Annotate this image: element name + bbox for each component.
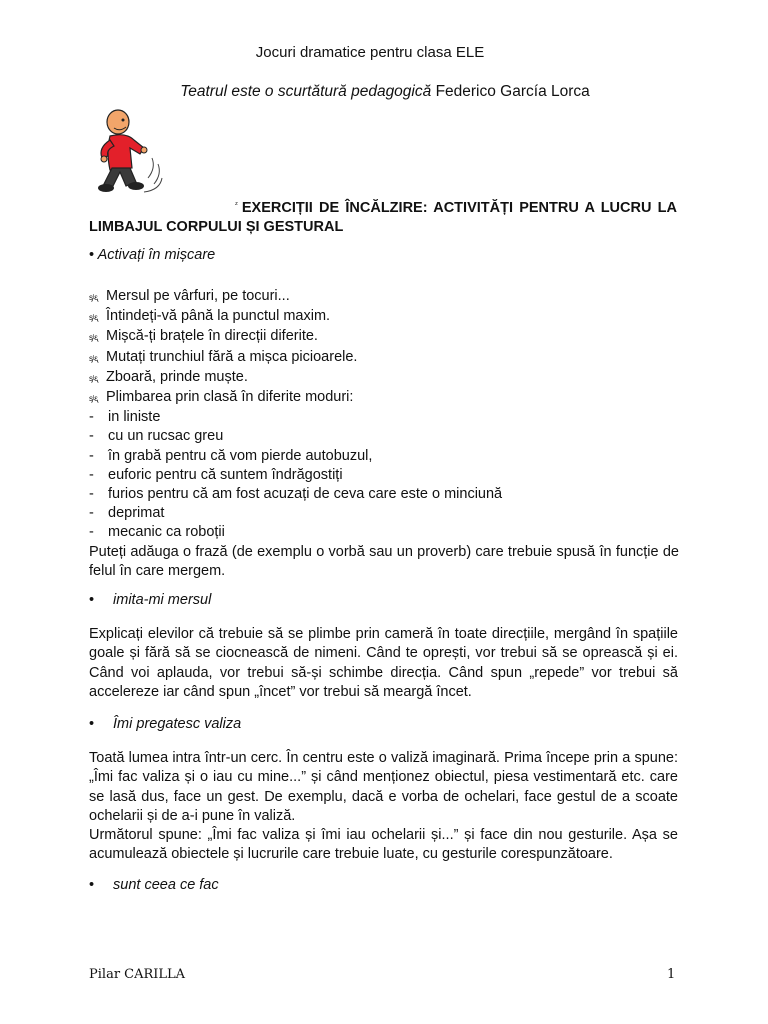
footer-author: Pilar CARILLA: [89, 967, 186, 982]
list-symbol: ᶊᶩᶓ: [89, 373, 98, 383]
heading-text: EXERCIȚII DE ÎNCĂLZIRE: ACTIVITĂȚI PENTRU A LUCRU LA LIMBAJUL CORPULUI ȘI GESTURAL: [89, 200, 677, 235]
heading-marker: ᶻ: [235, 200, 238, 209]
subsection-title: Îmi pregatesc valiza: [113, 716, 242, 732]
list-symbol: ᶊᶩᶓ: [89, 394, 98, 404]
bullet: •: [89, 592, 95, 608]
mode-item: - mecanic ca roboții: [89, 524, 225, 541]
mode-item: - in liniste: [89, 409, 161, 426]
subsection-title: Activați în mișcare: [97, 247, 216, 263]
list-item: ᶊᶩᶓ Întindeți-vă până la punctul maxim.: [89, 307, 679, 327]
mode-item: - în grabă pentru că vom pierde autobuzul,: [89, 447, 373, 464]
subsection-valiza: [89, 716, 241, 732]
quote-text: Teatrul este o scurtătură pedagogică: [180, 83, 432, 100]
list-item: ᶊᶩᶓ Zboară, prinde muște.: [89, 368, 679, 388]
activities-list: [89, 287, 679, 581]
imita-paragraph: Explicați elevilor că trebuie să se plimbe prin cameră în toate direcțiile, mergând în spațiile goale și fără să se ciocnească de nimeni. Când te oprești, vor trebui să se oprească și ei. Când voi aplauda, vor trebui să-și schimbe direcția. Când spun „repede” vor trebui să accelereze iar când spun „încet” vor trebui să meargă încet.: [89, 626, 678, 700]
quote-line: [0, 83, 768, 101]
subsection-activati: [89, 247, 215, 263]
list-symbol: ᶊᶩᶓ: [89, 353, 98, 363]
bullet: •: [89, 716, 95, 732]
mode-item: - euforic pentru că suntem îndrăgostiți: [89, 466, 343, 483]
mode-item: - cu un rucsac greu: [89, 428, 224, 445]
list-item: ᶊᶩᶓ Mișcă-ți brațele în direcții diferite.: [89, 327, 679, 347]
subsection-title: sunt ceea ce fac: [113, 877, 219, 893]
list-symbol: ᶊᶩᶓ: [89, 333, 98, 343]
activity-note: Puteți adăuga o frază (de exemplu o vorbă sau un proverb) care trebuie spusă în funcție de felul în care mergem.: [89, 543, 679, 579]
quote-author: Federico García Lorca: [435, 83, 590, 100]
list-item: ᶊᶩᶓ Mutați trunchiul fără a mișca picioarele.: [89, 348, 679, 368]
page-number: 1: [667, 967, 676, 982]
bullet: •: [89, 877, 95, 893]
list-symbol: ᶊᶩᶓ: [89, 313, 98, 323]
list-item: ᶊᶩᶓ Plimbarea prin clasă în diferite moduri:: [89, 388, 679, 408]
subsection-imita: [89, 592, 211, 608]
valiza-paragraph-1: Toată lumea intra într-un cerc. În centru este o valiză imaginară. Prima începe prin a spune: „Îmi fac valiza și o iau cu mine...” și când menționez obiectul, piesa vestimentară etc. care se lasă dus, face un gest. De exemplu, dacă e vorba de ochelari, face gestul de a scoate ochelarii și de a-i pune în valiză.: [89, 750, 678, 824]
bullet: •: [89, 247, 95, 263]
walking-man-illustration: [96, 108, 168, 200]
subsection-title: imita-mi mersul: [113, 592, 212, 608]
mode-item: - deprimat: [89, 505, 165, 522]
list-item: ᶊᶩᶓ Mersul pe vârfuri, pe tocuri...: [89, 287, 679, 307]
mode-item: - furios pentru că am fost acuzați de ceva care este o minciună: [89, 486, 503, 503]
subsection-sunt: [89, 877, 219, 893]
section-heading: [89, 195, 677, 237]
valiza-paragraph-2: Următorul spune: „Îmi fac valiza și îmi iau ochelarii și...” și face din nou gesturile. Așa se acumulează obiectele și lucrurile care trebuie luate, cu gesturile corespunzătoare.: [89, 827, 678, 863]
list-symbol: ᶊᶩᶓ: [89, 293, 98, 302]
document-title: Jocuri dramatice pentru clasa ELE: [255, 44, 485, 61]
